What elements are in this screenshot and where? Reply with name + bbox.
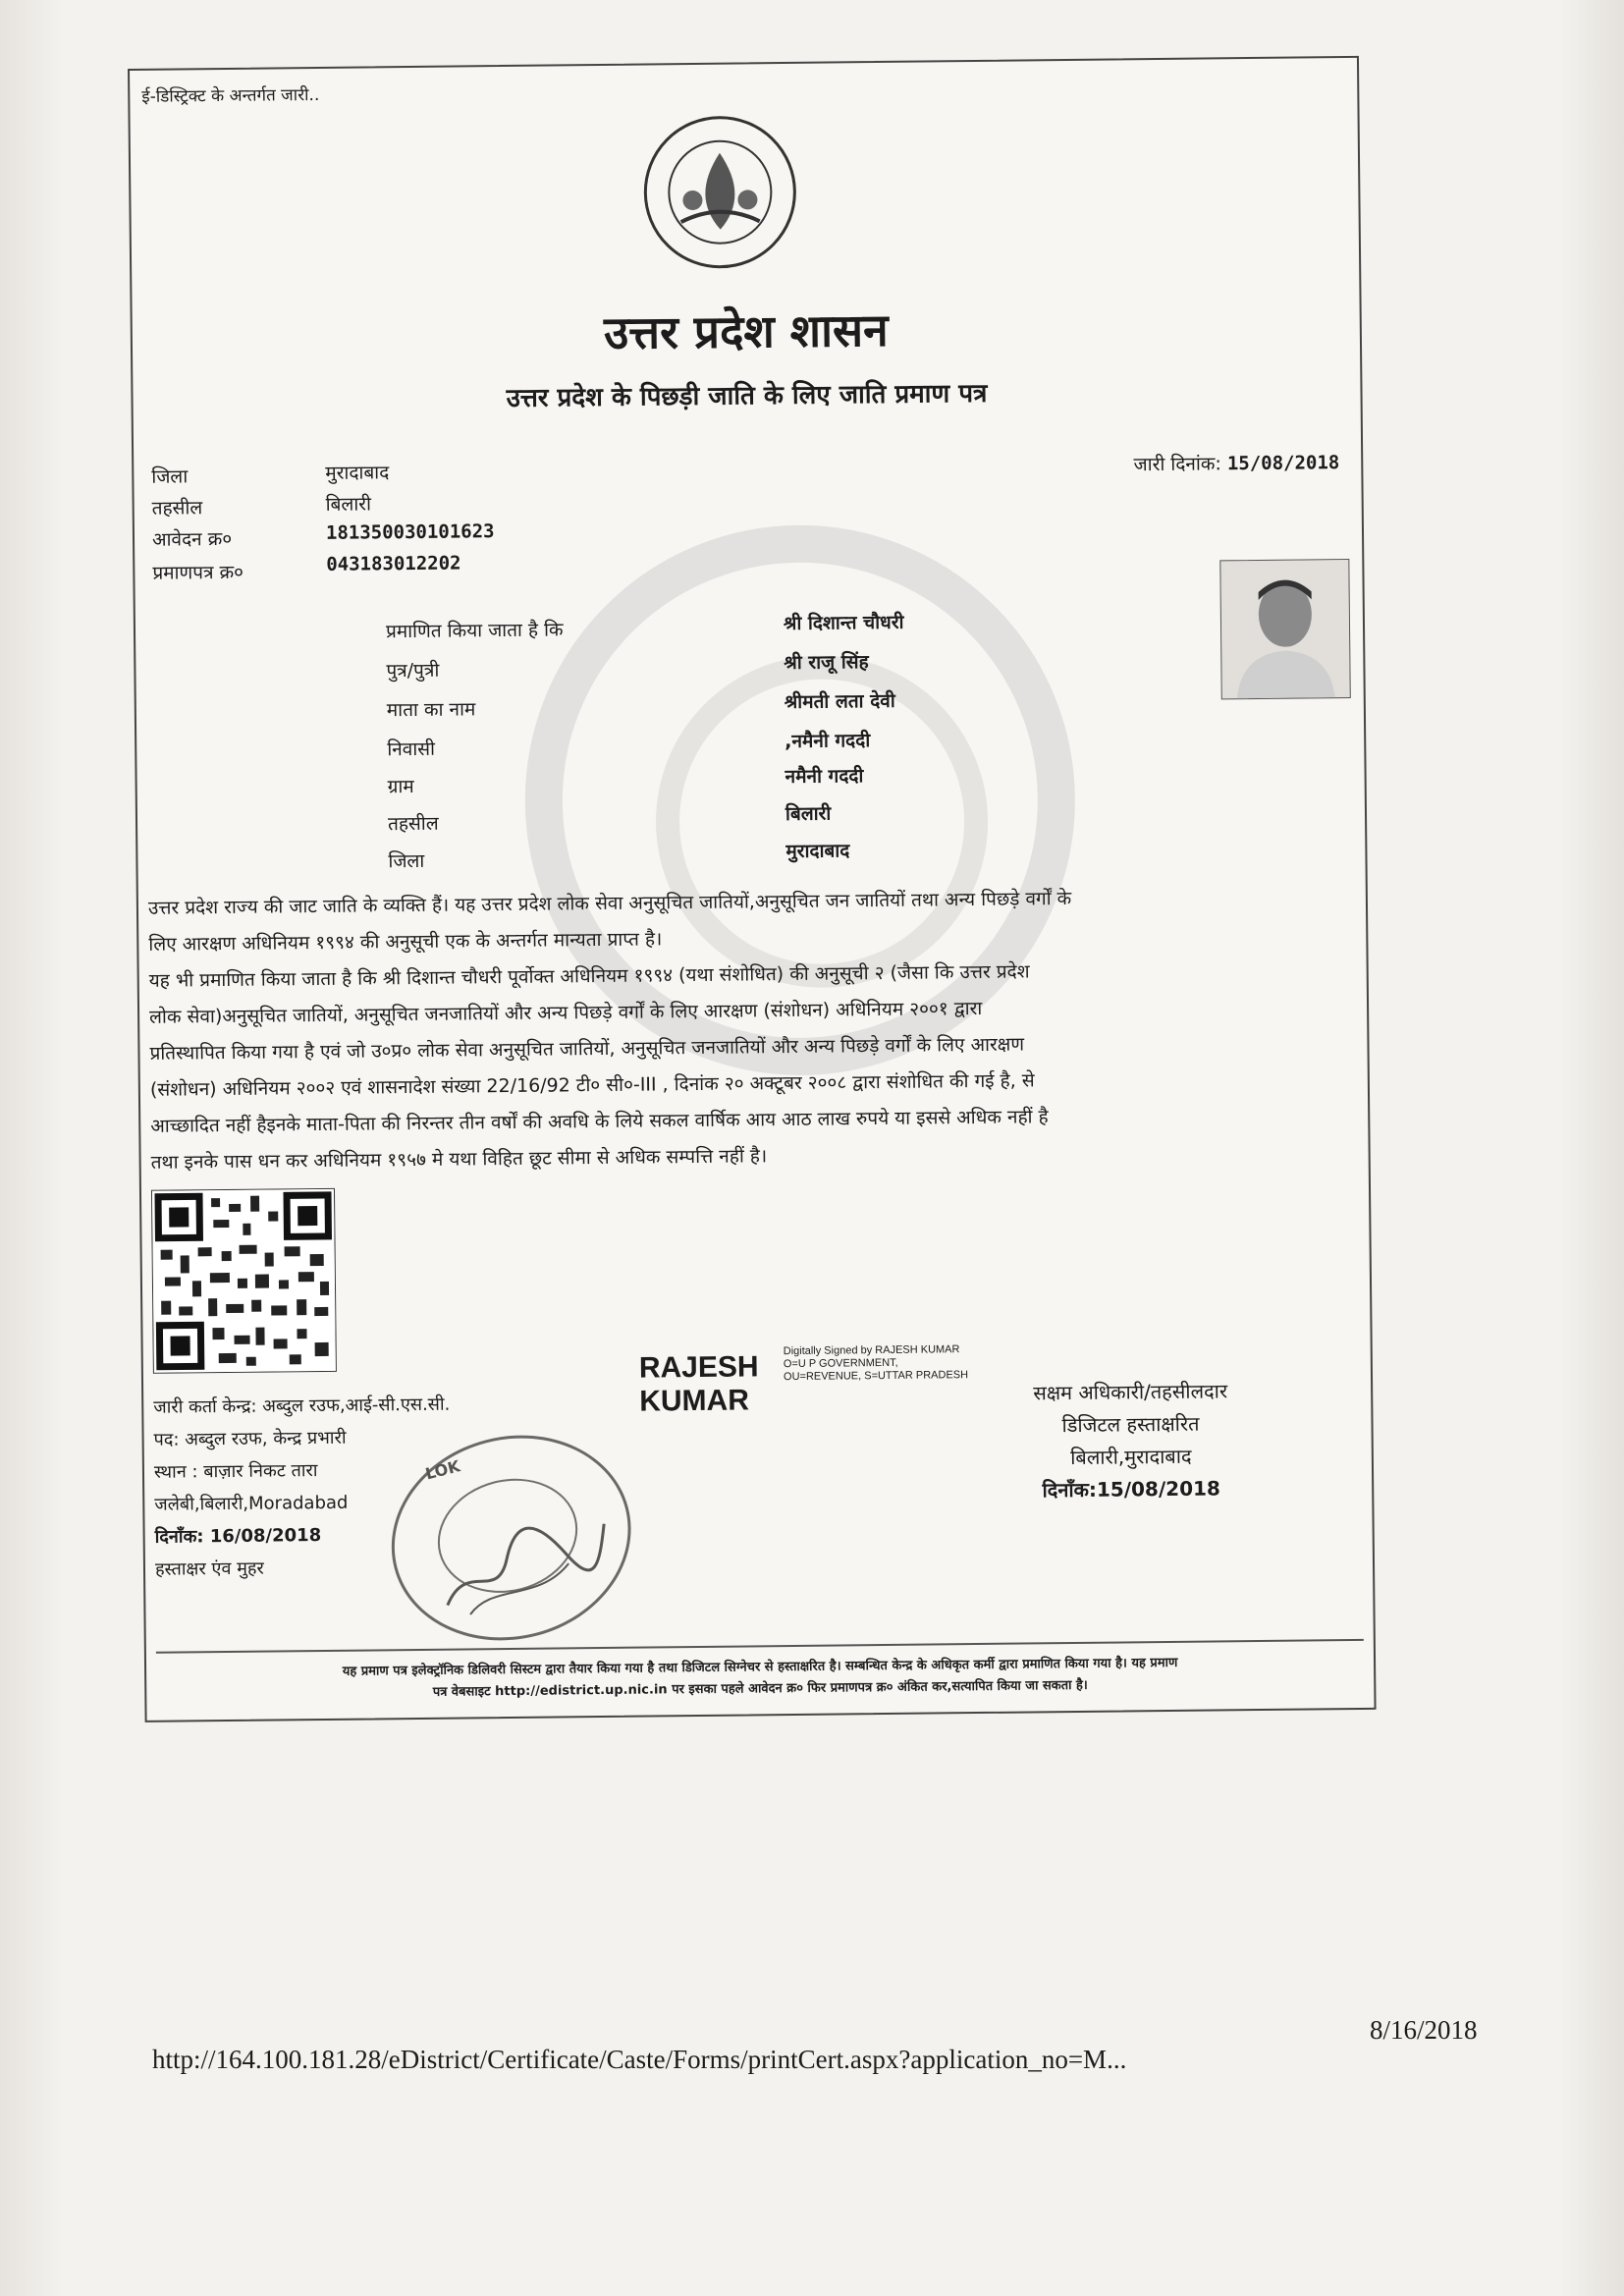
issuing-center: जारी कर्ता केन्द्र: अब्दुल रउफ,आई-सी.एस.सी.	[153, 1394, 451, 1418]
tehsil-value: बिलारी	[325, 493, 372, 516]
issuer-date: दिनाँक: 16/08/2018	[154, 1525, 322, 1548]
certificate-footer	[156, 1651, 1364, 1707]
up-emblem-icon	[641, 113, 800, 272]
issue-date	[1133, 449, 1339, 476]
stamp-text: LOK	[423, 1456, 462, 1484]
details-label-5: तहसील	[387, 812, 439, 836]
details-label-6: जिला	[388, 849, 425, 873]
signer-name-line-1: RAJESH	[638, 1350, 759, 1385]
officer-place: बिलारी,मुरादाबाद	[1070, 1444, 1192, 1470]
certificate-number-label: प्रमाणपत्र क्र०	[152, 561, 244, 584]
officer-date: दिनाँक:15/08/2018	[1042, 1476, 1221, 1503]
details-label-2: माता का नाम	[386, 698, 476, 722]
certificate-text-line: लोक सेवा)अनुसूचित जातियों, अनुसूचित जनजातियों और अन्य पिछड़े वर्गों के लिए आरक्षण (संशोधन) अधिनियम २००१ द्वारा	[148, 997, 983, 1028]
officer-sign: डिजिटल हस्ताक्षरित	[1061, 1411, 1200, 1438]
details-label-1: पुत्र/पुत्री	[386, 659, 440, 683]
application-number: 181350030101623	[325, 520, 495, 544]
details-label-4: ग्राम	[387, 775, 414, 798]
details-value-2: श्रीमती लता देवी	[784, 689, 895, 714]
digital-signature-info: Digitally Signed by RAJESH KUMAR O=U P GOVERNMENT, OU=REVENUE, S=UTTAR PRADESH	[783, 1343, 969, 1384]
certificate-number: 043183012202	[326, 552, 461, 575]
authorized-officer-block	[968, 1375, 1293, 1507]
district-value: मुरादाबाद	[325, 462, 390, 484]
issuer-sign-label: हस्ताक्षर एंव मुहर	[154, 1558, 264, 1580]
qr-code-icon	[151, 1188, 337, 1374]
footer-line-2: पत्र वेबसाइट http://edistrict.up.nic.in पर इसका पहले आवेदन क्र० फिर प्रमाणपत्र क्र० अंकित कर,सत्यापित किया जा सकता है।	[432, 1677, 1088, 1700]
certificate-text-line: लिए आरक्षण अधिनियम १९९४ की अनुसूची एक के अन्तर्गत मान्यता प्राप्त है।	[148, 928, 663, 956]
details-value-0: श्री दिशान्त चौधरी	[783, 611, 904, 635]
certificate-title: उत्तर प्रदेश शासन	[603, 302, 889, 359]
issue-date-value: 15/08/2018	[1226, 452, 1340, 475]
certificate-text-line: (संशोधन) अधिनियम २००२ एवं शासनादेश संख्या 22/16/92 टी० सी०-III , दिनांक २० अक्टूबर २००८ द्वारा संशोधित की गई है, से	[149, 1069, 1035, 1101]
certificate-text-line: तथा इनके पास धन कर अधिनियम १९५७ मे यथा विहित छूट सीमा से अधिक सम्पत्ति नहीं है।	[150, 1145, 768, 1174]
print-url: http://164.100.181.28/eDistrict/Certificate/Caste/Forms/printCert.aspx?application_no=M...	[152, 2045, 1127, 2074]
footer-line-1: यह प्रमाण पत्र इलेक्ट्रॉनिक डिलिवरी सिस्टम द्वारा तैयार किया गया है तथा डिजिटल सिग्नेचर से हस्ताक्षरित है। सम्बन्धित केन्द्र के अधिकृत कर्मी द्वारा प्रमाणित किया गया है। यह प्रमाण	[342, 1655, 1178, 1679]
details-value-5: बिलारी	[785, 802, 832, 826]
issue-date-label: जारी दिनांक:	[1133, 453, 1221, 476]
certificate-text-line: प्रतिस्थापित किया गया है एवं जो उ०प्र० लोक सेवा अनुसूचित जातियों, अनुसूचित जनजातियों और अन्य पिछड़े वर्गों के लिए आरक्षण	[149, 1033, 1025, 1065]
print-date: 8/16/2018	[1370, 2015, 1478, 2045]
digital-signer-name	[639, 1350, 759, 1418]
application-label: आवेदन क्र०	[151, 527, 233, 551]
tehsil-label: तहसील	[151, 497, 203, 519]
details-label-3: निवासी	[387, 738, 436, 761]
footer-divider	[156, 1639, 1364, 1654]
details-value-6: मुरादाबाद	[785, 840, 850, 863]
issuer-place: स्थान : बाज़ार निकट तारा	[153, 1460, 318, 1483]
signer-name-line-2: KUMAR	[639, 1384, 750, 1418]
certificate-text-line: आच्छादित नहीं हैइनके माता-पिता की निरन्तर तीन वर्षों की अवधि के लिये सकल वार्षिक आय आठ लाख रुपये या इससे अधिक नहीं है	[150, 1106, 1049, 1137]
applicant-photo	[1219, 559, 1350, 699]
district-label: जिला	[151, 465, 189, 488]
certificate-text-line: यह भी प्रमाणित किया जाता है कि श्री दिशान्त चौधरी पूर्वोक्त अधिनियम १९९४ (यथा संशोधित) की अनुसूची २ (जैसा कि उत्तर प्रदेश	[148, 960, 1030, 992]
caste-certificate	[128, 56, 1377, 1722]
officer-title: सक्षम अधिकारी/तहसीलदार	[1033, 1379, 1228, 1405]
details-value-4: नमैनी गददी	[785, 765, 864, 789]
top-note: ई-डिस्ट्रिक्ट के अन्तर्गत जारी..	[141, 84, 320, 107]
details-value-3: ,नमैनी गददी	[785, 730, 871, 753]
certificate-subtitle: उत्तर प्रदेश के पिछड़ी जाति के लिए जाति प्रमाण पत्र	[506, 378, 988, 413]
certificate-text-line: उत्तर प्रदेश राज्य की जाट जाति के व्यक्ति हैं। यह उत्तर प्रदेश लोक सेवा अनुसूचित जातियों,अनुसूचित जन जातियों तथा अन्य पिछड़े वर्गों के	[147, 887, 1072, 919]
certificate-text	[148, 878, 1354, 1181]
issuer-post: पद: अब्दुल रउफ, केन्द्र प्रभारी	[153, 1427, 347, 1450]
details-value-1: श्री राजू सिंह	[784, 651, 869, 675]
issuer-place-2: जलेबी,बिलारी,Moradabad	[154, 1492, 349, 1515]
details-label-0: प्रमाणित किया जाता है कि	[385, 619, 564, 643]
